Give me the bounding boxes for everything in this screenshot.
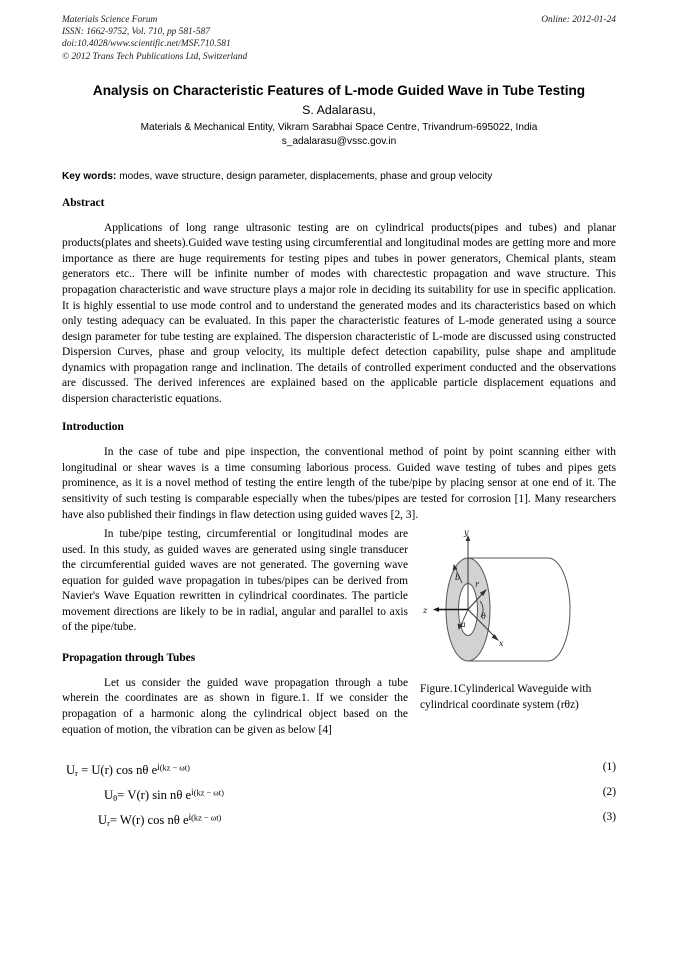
eq2-exp-arg: (kz − ωt) <box>193 788 224 798</box>
eq3-exp-base: e <box>179 813 189 828</box>
label-r: r <box>475 580 479 590</box>
propagation-paragraph: Let us consider the guided wave propagation through a tube wherein the coordinates are as shown in figure.1. If we consider the propagation of a harmonic along the cylindrical object based on the equation of motion, the vibration can be given as below [4] <box>62 676 408 736</box>
eq3-theta: θ <box>173 813 180 828</box>
eq1-theta: θ <box>142 763 149 778</box>
online-date: Online: 2012-01-24 <box>541 15 616 25</box>
eq2-exp-i: i <box>191 787 194 798</box>
label-theta: θ <box>481 612 486 622</box>
eq2-subscript: θ <box>113 794 118 804</box>
introduction-heading: Introduction <box>62 421 124 434</box>
equation-row-1 <box>62 758 616 783</box>
label-inner-radius-a: a <box>461 620 466 630</box>
eq1-rhs: = U(r) cos n <box>81 763 143 778</box>
cylinder-diagram <box>420 527 616 677</box>
eq1-exp-base: e <box>148 763 158 778</box>
abstract-paragraph: Applications of long range ultrasonic testing are on cylindrical products(pipes and tubes) and planar products(plates and sheets).Guided wave testing using circumferential and longitudinal modes are getting more and more importance as there are huge requirements for testing pipes and tubes in power generators, Chemical plants, steam generators etc.. There will be infinite number of modes with charectestic propagation and wave structure. This propagation characteristic and wave structure plays a major role in deciding its suitability for use in specific application. It is highly essential to use mode control and to understand the generated modes and its characteristics based on which only testing adequacy can be evaluated. In this paper the characteristic features of L-mode generated using a source design parameter for tube testing are explained. The dispersion characteristic of L-mode are discussed using constructed Dispersion Curves, phase and group velocity, its multiple defect detection capability, pulse shape and amplitude dynamics with propagation range and inclination. The details of controlled experiment conducted and the observations are discussed. The derived inferences are explained based on the applicable particle displacement equations and dispersion characteristic equations. <box>62 221 616 405</box>
keywords-line <box>62 170 616 183</box>
propagation-heading: Propagation through Tubes <box>62 651 196 664</box>
page-title: Analysis on Characteristic Features of L-mode Guided Wave in Tube Testing <box>92 82 586 98</box>
journal-name: Materials Science Forum <box>62 15 158 25</box>
author-name: S. Adalarasu, <box>302 102 376 117</box>
journal-header <box>62 14 616 63</box>
keywords-value: modes, wave structure, design parameter, displacements, phase and group velocity <box>116 170 493 182</box>
eq3-exp-arg: (kz − ωt) <box>191 813 222 823</box>
journal-doi: doi:10.4028/www.scientific.net/MSF.710.581 <box>62 39 231 50</box>
equation-2-body <box>62 783 224 808</box>
figure-1 <box>420 527 616 713</box>
eq3-lhs: U <box>98 813 108 828</box>
eq2-exp-base: e <box>182 788 192 803</box>
figure-caption: Figure.1Cylinderical Waveguide with cylindrical coordinate system (rθz) <box>420 683 592 711</box>
equation-row-3 <box>62 808 616 833</box>
author-affiliation: Materials & Mechanical Entity, Vikram Sarabhai Space Centre, Trivandrum-695022, India <box>140 121 538 133</box>
axis-label-z: z <box>423 606 428 616</box>
eq1-exp-i: i <box>157 762 160 773</box>
author-email: s_adalarasu@vssc.gov.in <box>281 135 397 147</box>
journal-copyright: © 2012 Trans Tech Publications Ltd, Switzerland <box>62 51 248 62</box>
keywords-label: Key words: <box>62 170 117 182</box>
eq1-lhs: U <box>66 763 76 778</box>
equation-3-number: (3) <box>602 811 616 824</box>
label-outer-radius-b: b <box>455 573 461 583</box>
axis-label-y: y <box>464 528 469 538</box>
equation-row-2 <box>62 783 616 808</box>
eq2-lhs: U <box>104 788 114 803</box>
equation-2-number: (2) <box>602 786 616 799</box>
journal-issn: ISSN: 1662-9752, Vol. 710, pp 581-587 <box>62 27 210 38</box>
equation-1-number: (1) <box>602 761 616 774</box>
eq3-exp-i: i <box>188 812 192 823</box>
figure-wrap-region <box>62 527 616 738</box>
eq1-exp-arg: (kz − ωt) <box>159 763 190 773</box>
page-content <box>62 14 616 834</box>
journal-header-left <box>62 14 442 63</box>
eq2-theta: θ <box>176 788 183 803</box>
eq3-rhs: = W(r) cos n <box>109 813 174 828</box>
abstract-heading: Abstract <box>62 196 105 209</box>
introduction-paragraph-1: In the case of tube and pipe inspection, the conventional method of point by point scanning either with longitudinal or shear waves is a time consuming laborious process. Guided wave testing of tubes and pipes gets prominence, as it is a novel method of testing the entire length of the tube/pipe by placing sensor at one end of it. The sensitivity of such testing is comparable especially when the tubes/pipes are tested for corrosion [1]. Many researchers have also published their findings in flaw detection using guided waves [2, 3]. <box>62 446 616 521</box>
axis-label-x: x <box>499 639 504 649</box>
equation-1-body <box>62 758 190 783</box>
equation-block <box>62 758 616 833</box>
equation-3-body <box>62 808 221 833</box>
eq2-rhs: = V(r) sin n <box>117 788 177 803</box>
cylinder-svg <box>420 527 616 677</box>
introduction-paragraph-2: In tube/pipe testing, circumferential or longitudinal modes are used. In this study, as guided waves are generated using single transducer the circumferential guided waves are not generated. The governing wave equation for guided wave propagation in tubes/pipes can be derived from Navier's Wave Equation rewritten in cylindrical coordinates. The particle movement directions are likely to be in radial, angular and parallel to axis of the pipe/tube. <box>62 528 408 634</box>
eq1-subscript: r <box>75 769 78 779</box>
eq3-subscript: r <box>107 819 110 829</box>
